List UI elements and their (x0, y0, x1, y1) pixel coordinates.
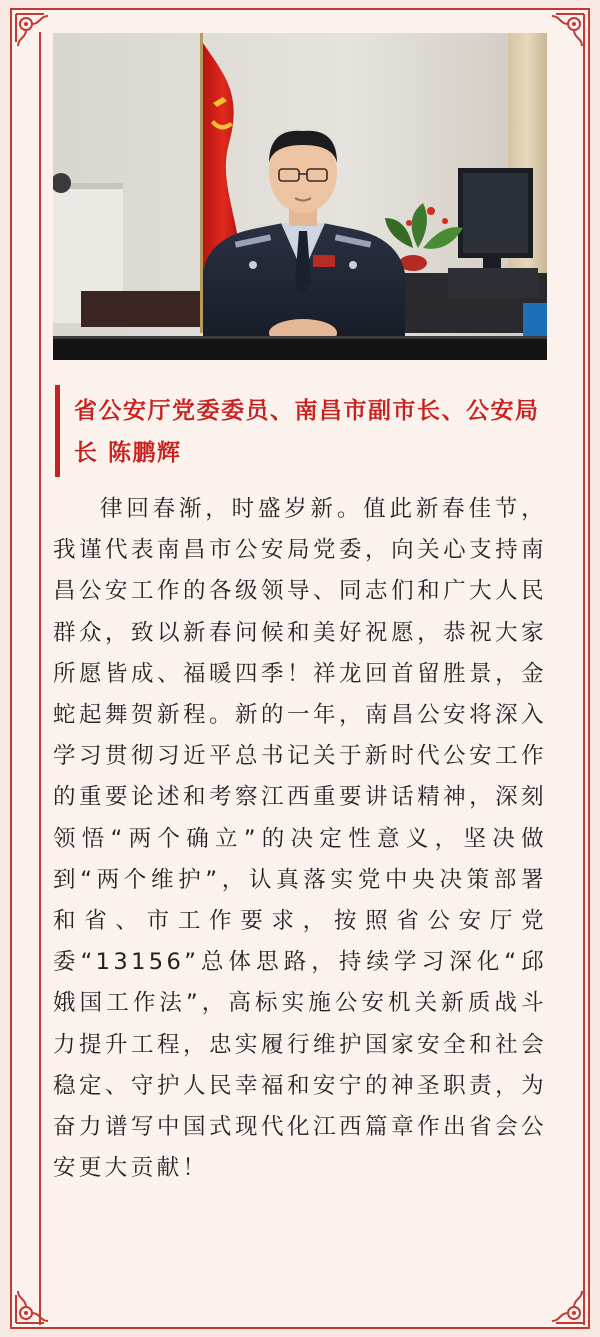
portrait-photo (53, 33, 547, 360)
article-paragraph: 律回春渐，时盛岁新。值此新春佳节，我谨代表南昌市公安局党委，向关心支持南昌公安工作的各级领导、同志们和广大人民群众，致以新春问候和美好祝愿，恭祝大家所愿皆成、福暖四季！祥龙回首留胜景，金蛇起舞贺新程。新的一年，南昌公安将深入学习贯彻习近平总书记关于新时代公安工作的重要论述和考察江西重要讲话精神，深刻领悟“两个确立”的决定性意义，坚决做到“两个维护”，认真落实党中央决策部署和省、市工作要求，按照省公安厅党委“13156”总体思路，持续学习深化“邱娥国工作法”，高标实施公安机关新质战斗力提升工程，忠实履行维护国家安全和社会稳定、守护人民幸福和安宁的神圣职责，为奋力谱写中国式现代化江西篇章作出省会公安更大贡献！ (53, 496, 547, 1182)
corner-ornament-icon (14, 1281, 58, 1325)
corner-ornament-icon (14, 12, 58, 56)
portrait-illustration (53, 33, 547, 360)
corner-ornament-icon (542, 12, 586, 56)
speaker-title: 省公安厅党委委员、南昌市副市长、公安局长 陈鹏辉 (74, 398, 540, 466)
heading-accent-bar (55, 385, 60, 477)
corner-ornament-icon (542, 1281, 586, 1325)
